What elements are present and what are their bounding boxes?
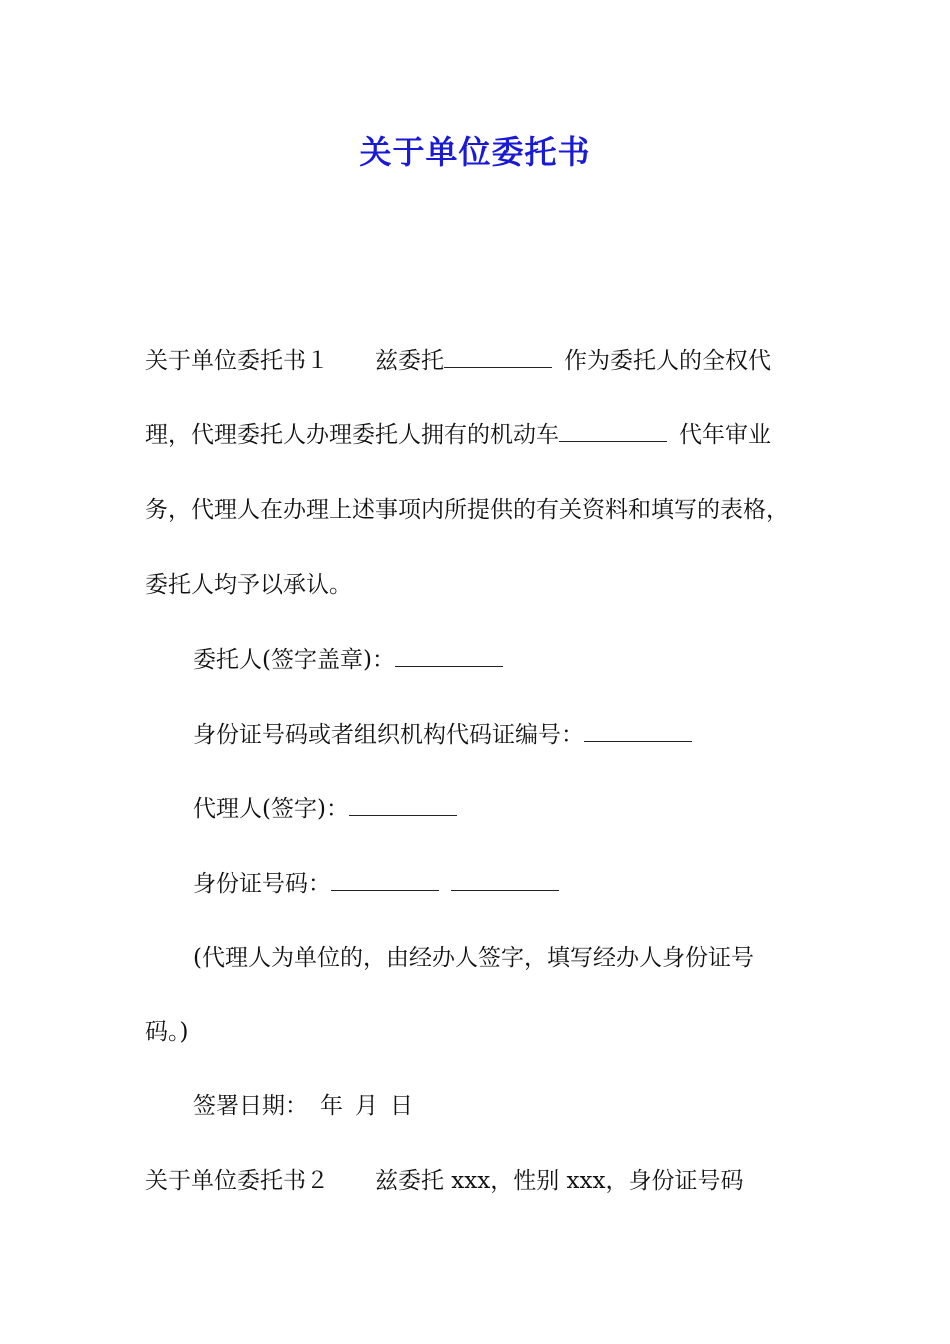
signing-date-label: 签署日期： bbox=[193, 1093, 308, 1119]
para2-line1 bbox=[145, 1161, 825, 1201]
field-agent-id-label: 身份证号码： bbox=[193, 871, 331, 897]
field-principal-label: 委托人(签字盖章)： bbox=[193, 647, 395, 673]
note-line1: (代理人为单位的，由经办人签字，填写经办人身份证号 bbox=[193, 945, 754, 971]
field-agent-id bbox=[193, 864, 873, 904]
para1-line2-tail: 代年审业 bbox=[679, 422, 771, 448]
para1-line4: 委托人均予以承认。 bbox=[145, 572, 352, 598]
field-id-or-org-code-label: 身份证号码或者组织机构代码证编号： bbox=[193, 722, 584, 748]
note-line2: 码。) bbox=[145, 1019, 189, 1045]
para1-entrust-text: 兹委托 bbox=[375, 348, 444, 374]
section-heading-1: 关于单位委托书１ bbox=[145, 348, 329, 374]
para1-line1 bbox=[145, 341, 825, 381]
signing-date bbox=[193, 1086, 873, 1126]
field-id-or-org-code bbox=[193, 715, 873, 755]
blank-vehicle bbox=[559, 421, 667, 442]
field-principal bbox=[193, 640, 873, 680]
para1-line3: 务，代理人在办理上述事项内所提供的有关资料和填写的表格， bbox=[145, 497, 789, 523]
section-heading-2: 关于单位委托书２ bbox=[145, 1168, 329, 1194]
field-agent-label: 代理人(签字)： bbox=[193, 796, 349, 822]
para1-line1-tail: 作为委托人的全权代 bbox=[564, 348, 771, 374]
signing-date-month: 月 bbox=[355, 1093, 378, 1119]
blank-agent-signature bbox=[349, 795, 457, 816]
signing-date-year: 年 bbox=[320, 1093, 343, 1119]
signing-date-day: 日 bbox=[390, 1093, 413, 1119]
blank-id-or-org-code bbox=[584, 721, 692, 742]
blank-agent-id-2 bbox=[451, 870, 559, 891]
blank-principal-signature bbox=[395, 646, 503, 667]
document-title: 关于单位委托书 bbox=[359, 133, 591, 171]
para2-line1-text: 兹委托 xxx，性别 xxx，身份证号码 bbox=[375, 1168, 744, 1194]
para1-line2-text: 理，代理委托人办理委托人拥有的机动车 bbox=[145, 422, 559, 448]
blank-agent-id-1 bbox=[331, 870, 439, 891]
blank-trustee bbox=[444, 347, 552, 368]
field-agent bbox=[193, 789, 873, 829]
para1-line2 bbox=[145, 415, 825, 455]
